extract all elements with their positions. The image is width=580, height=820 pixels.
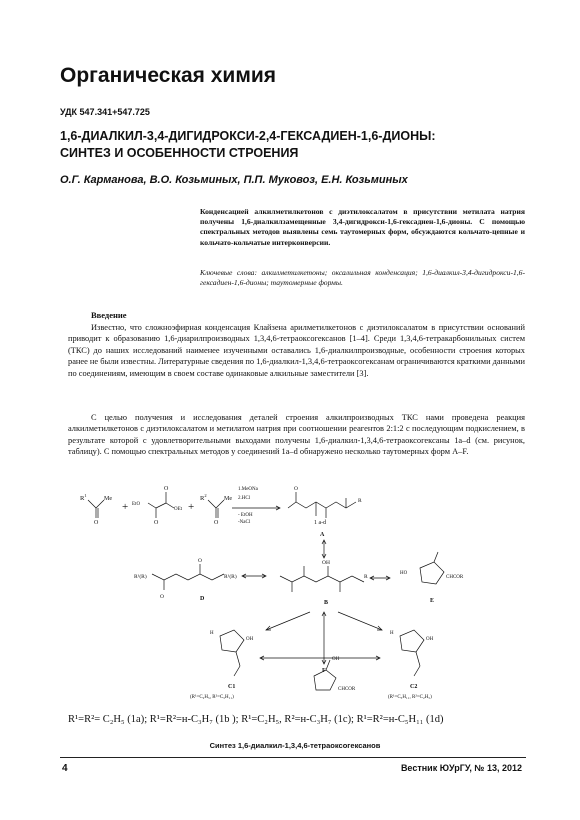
svg-text:OH: OH <box>322 560 330 566</box>
form-E <box>400 552 464 604</box>
svg-text:C1: C1 <box>228 684 236 690</box>
substituent-list: R¹=R²= C₂H₅ (1a); R¹=R²=н-C₃H₇ (1b ); R¹=C₂H₅, R²=н-C₃H₇ (1c); R¹=R²=н-C₅H₁₁ (1d) <box>68 714 444 725</box>
page-number: 4 <box>62 763 68 774</box>
figure-caption: Синтез 1,6-диалкил-1,3,4,6-тетраоксогексанов <box>209 741 381 750</box>
keywords: Ключевые слова: алкилметилкетоны; оксалильная конденсация; 1,6-диалкил-3,4-дигидрокси-1,6-гексадиен-1,6-дионы; таутомерные формы. <box>200 268 525 288</box>
form-C1 <box>190 630 254 700</box>
form-F <box>314 657 356 692</box>
product-tetraone <box>288 486 362 526</box>
footer-divider <box>60 757 526 758</box>
section-title: Органическая химия <box>60 64 277 87</box>
svg-text:O: O <box>294 486 298 492</box>
svg-text:CHCOR: CHCOR <box>338 687 356 692</box>
reaction-scheme <box>60 478 530 718</box>
abstract: Конденсацией алкилметилкетонов с диэтилоксалатом в присутствии метилата натрия получены 1,6-диалкилзамещенные 3,4-дигидрокси-1,6-гексадиен-1,6-дионы. С помощью спектральных методов выявлены семь таутомерных форм, обсуждаются кольчато-цепные и кольчато-кольчатые интерконверсии. <box>200 207 525 247</box>
svg-text:HO: HO <box>400 571 408 576</box>
svg-text:- EtOH: - EtOH <box>238 513 253 518</box>
journal-name: Вестник ЮУрГУ, № 13, 2012 <box>400 763 522 773</box>
svg-text:O: O <box>160 594 164 600</box>
svg-text:R2: $R^2$ <box>200 493 207 502</box>
svg-text:O: O <box>198 558 202 564</box>
svg-text:CHCOR: CHCOR <box>446 575 464 580</box>
svg-text:R¹(R): R¹(R) <box>224 574 237 580</box>
svg-text:Me: Me <box>104 496 112 502</box>
svg-text:2.HCl: 2.HCl <box>238 496 251 501</box>
paragraph-1: Известно, что сложноэфирная конденсация Клайзена арилметилкетонов с диэтилоксалатом в присутствии оснований приводит к образованию 1,6-диарилпроизводных 1,3,4,6-тетраоксогексанов [1–4]. Среди 1,3,4,6-тетракарбонильных систем (ТКС) до наших исследований наименее изученными оставались 1,6-диалкилпроизводные, особенности строения которых ранее не были известны. Литературные сведения по 1,6-диалкил-1,3,4,6-тетраоксогексанам ограничиваются краткими данными по соединениям, имеющим в своем составе одинаковые алкильные заместители [3]. <box>68 323 525 378</box>
svg-text:R1: $R^1$ <box>80 493 87 502</box>
svg-text:R: R <box>364 574 368 580</box>
plus-sign-2: + <box>188 501 195 513</box>
authors: О.Г. Карманова, В.О. Козьминых, П.П. Муковоз, Е.Н. Козьминых <box>60 174 408 186</box>
svg-text:O: O <box>154 520 159 526</box>
title-line-1: 1,6-ДИАЛКИЛ-3,4-ДИГИДРОКСИ-2,4-ГЕКСАДИЕН-1,6-ДИОНЫ: <box>60 129 436 143</box>
svg-text:OH: OH <box>426 637 434 642</box>
svg-text:EtO: EtO <box>132 502 141 507</box>
svg-text:B: B <box>324 600 329 606</box>
paragraph-2: С целью получения и исследования деталей строения алкилпроизводных ТКС нами проведена реакция алкилметилкетонов с диэтилоксалатом и метилатом натрия при соотношении реагентов 2:1:2 с последующим подкислением, в результате которой с удовлетворительными выходами получены 1,6-диалкил-1,3,4,6-тетраоксогексаны 1a–d (см. рисунок, таблицу). С помощью спектральных методов у соединений 1a–d обнаружено несколько таутомерных форм A–F. <box>68 413 525 457</box>
svg-text:O: O <box>94 520 99 526</box>
svg-text:H: H <box>390 631 394 636</box>
svg-text:E: E <box>430 598 435 604</box>
svg-text:(R¹=C₅H₁₁, R²=C₂H₅): (R¹=C₅H₁₁, R²=C₂H₅) <box>388 695 432 700</box>
form-C2 <box>388 630 434 700</box>
svg-text:F: F <box>322 668 326 674</box>
svg-text:OH: OH <box>246 637 254 642</box>
svg-text:C2: C2 <box>410 684 418 690</box>
form-B <box>280 560 368 606</box>
svg-text:OEt: OEt <box>174 507 183 512</box>
reagent-ketone-1 <box>80 493 112 526</box>
svg-text:H: H <box>210 631 214 636</box>
svg-text:R: R <box>358 498 362 504</box>
label-A: A <box>320 532 325 538</box>
svg-text:OH: OH <box>332 657 340 662</box>
udk-code: УДК 547.341+547.725 <box>60 107 150 117</box>
svg-text:1.MeONa: 1.MeONa <box>238 487 258 492</box>
plus-sign-1: + <box>122 501 129 513</box>
intro-heading: Введение <box>91 310 127 320</box>
svg-text:1 a-d: 1 a-d <box>314 520 327 526</box>
svg-text:-NaCl: -NaCl <box>238 520 251 525</box>
paper-title <box>60 128 530 162</box>
reaction-arrow <box>232 487 280 525</box>
title-line-2: СИНТЕЗ И ОСОБЕННОСТИ СТРОЕНИЯ <box>60 146 299 160</box>
reagent-ketone-2 <box>200 493 232 526</box>
svg-text:D: D <box>200 596 205 602</box>
svg-text:R¹(R): R¹(R) <box>134 574 147 580</box>
form-D <box>134 558 237 602</box>
svg-text:O: O <box>214 520 219 526</box>
reagent-oxalate <box>132 486 183 526</box>
svg-text:O: O <box>164 486 169 492</box>
svg-text:(R¹=C₂H₅, R²=C₅H₁₁): (R¹=C₂H₅, R²=C₅H₁₁) <box>190 695 234 700</box>
svg-text:Me: Me <box>224 496 232 502</box>
